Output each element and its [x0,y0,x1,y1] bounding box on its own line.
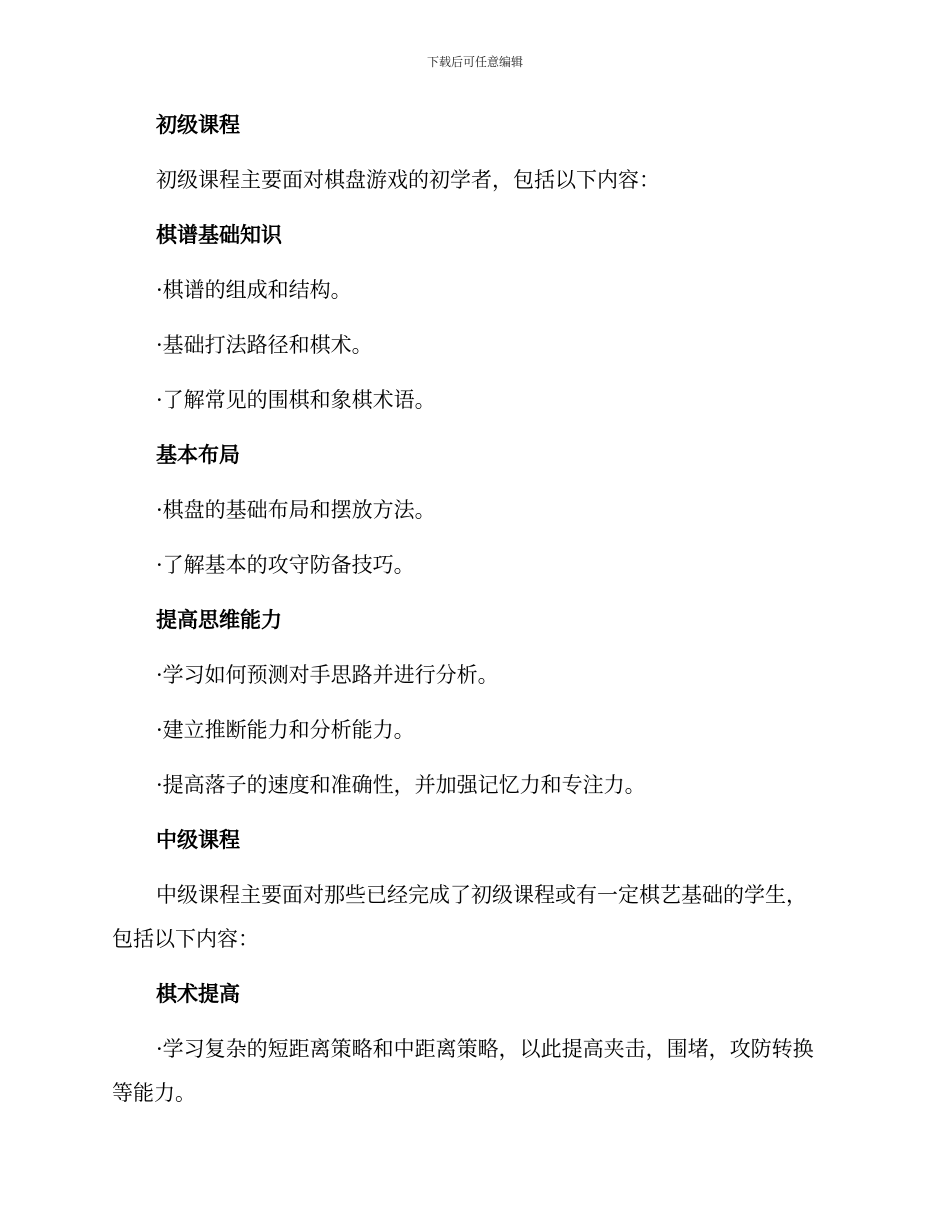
heading-basic-layout: 基本布局 [156,443,240,467]
heading-beginner-course: 初级课程 [156,113,240,137]
bullet-item: ·了解常见的围棋和象棋术语。 [156,388,436,412]
bullet-item: ·棋谱的组成和结构。 [156,278,352,302]
heading-thinking-skills: 提高思维能力 [156,608,282,632]
bullet-item: ·了解基本的攻守防备技巧。 [156,553,415,577]
beginner-intro-paragraph: 初级课程主要面对棋盘游戏的初学者，包括以下内容： [156,168,660,192]
bullet-item: ·棋盘的基础布局和摆放方法。 [156,498,436,522]
document-body [112,110,827,1133]
bullet-item: ·基础打法路径和棋术。 [156,333,373,357]
bullet-item: ·提高落子的速度和准确性，并加强记忆力和专注力。 [156,773,646,797]
bullet-item: ·学习复杂的短距离策略和中距离策略，以此提高夹击，围堵，攻防转换等能力。 [112,1037,814,1105]
heading-notation-basics: 棋谱基础知识 [156,223,282,247]
heading-skill-improvement: 棋术提高 [156,982,240,1006]
intermediate-intro-paragraph: 中级课程主要面对那些已经完成了初级课程或有一定棋艺基础的学生，包括以下内容： [112,883,807,951]
bullet-item: ·建立推断能力和分析能力。 [156,718,415,742]
bullet-item: ·学习如何预测对手思路并进行分析。 [156,663,499,687]
page-header: 下载后可任意编辑 [426,55,523,69]
heading-intermediate-course: 中级课程 [156,828,240,852]
